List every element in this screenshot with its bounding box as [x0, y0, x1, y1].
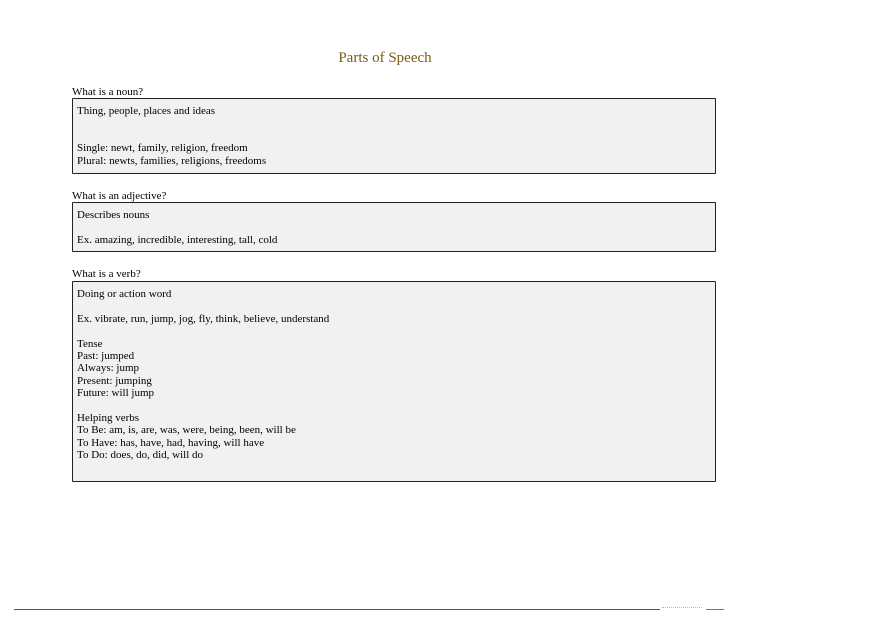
verb-helping-have: To Have: has, have, had, having, will have [77, 436, 265, 449]
noun-single: Single: newt, family, religion, freedom [77, 142, 248, 155]
noun-plural: Plural: newts, families, religions, freedoms [77, 154, 267, 167]
footer-rule [14, 609, 660, 610]
verb-helping-do: To Do: does, do, did, will do [77, 449, 204, 462]
noun-answer-box[interactable] [72, 98, 716, 174]
spacer [77, 221, 711, 233]
verb-definition: Doing or action word [77, 288, 172, 300]
footer-rule-short [706, 609, 724, 610]
verb-tense-always: Always: jump [77, 362, 140, 375]
verb-helping-be: To Be: am, is, are, was, were, being, been, will be [77, 424, 296, 437]
spacer [77, 400, 711, 412]
spacer [77, 300, 711, 312]
spacer [77, 117, 711, 142]
adjective-question: What is an adjective? [72, 190, 167, 202]
footer-dots [662, 607, 702, 611]
verb-tense-heading: Tense [77, 337, 103, 350]
adjective-example: Ex. amazing, incredible, interesting, tall, cold [77, 233, 278, 246]
verb-tense-future: Future: will jump [77, 387, 154, 400]
noun-question: What is a noun? [72, 86, 144, 98]
noun-definition: Thing, people, places and ideas [77, 105, 216, 117]
verb-example: Ex. vibrate, run, jump, jog, fly, think, believe, understand [77, 312, 330, 325]
adjective-definition: Describes nouns [77, 209, 150, 221]
verb-question: What is a verb? [72, 268, 141, 280]
verb-tense-present: Present: jumping [77, 374, 152, 387]
spacer [77, 325, 711, 337]
verb-helping-heading: Helping verbs [77, 412, 140, 425]
adjective-answer-box[interactable] [72, 202, 716, 252]
verb-tense-past: Past: jumped [77, 350, 135, 362]
verb-answer-box[interactable] [72, 281, 716, 482]
page-title: Parts of Speech [338, 50, 432, 66]
